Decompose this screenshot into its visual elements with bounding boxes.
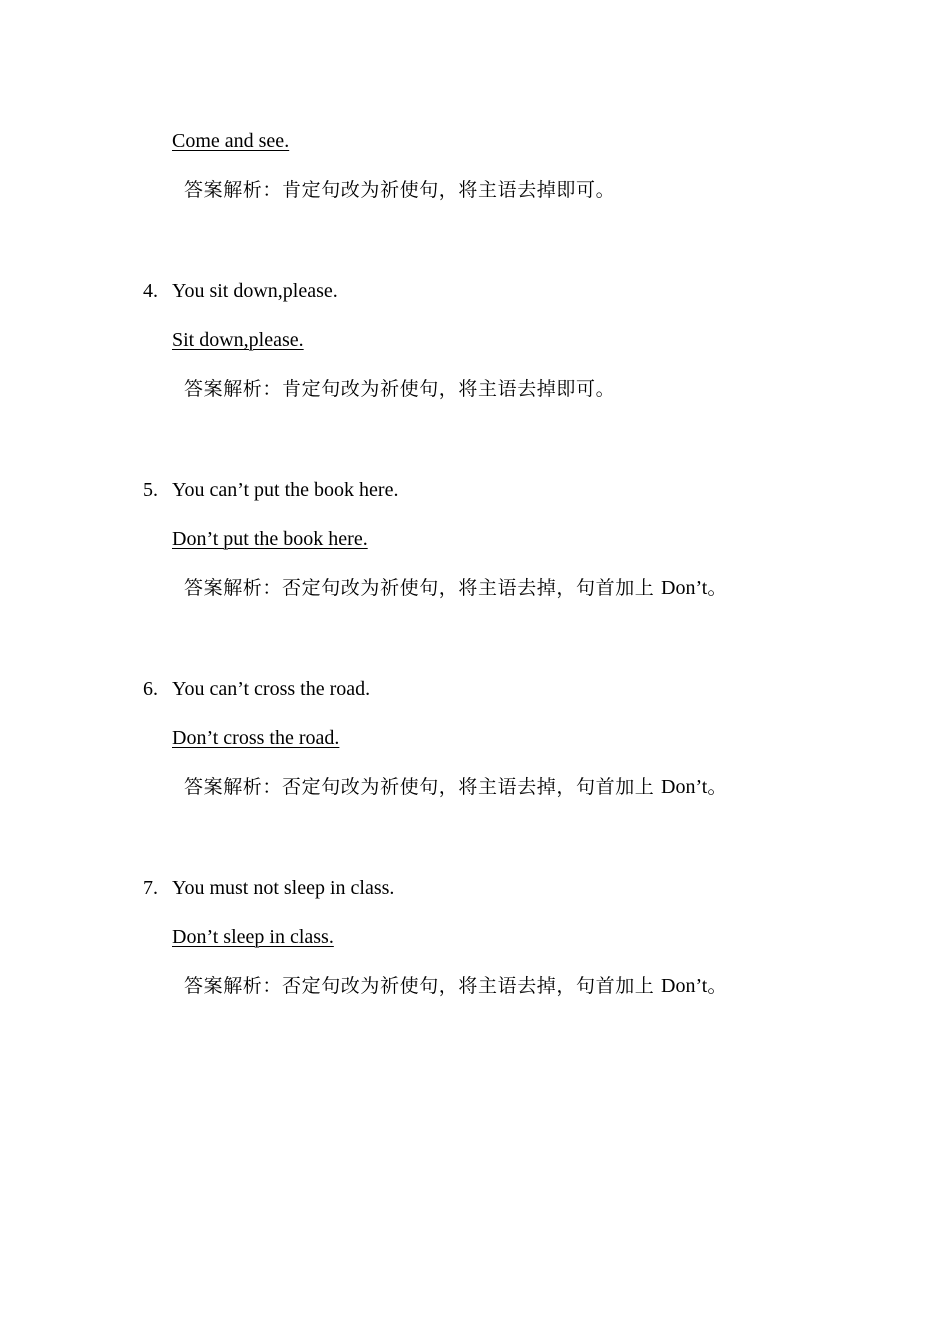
answer-text: Come and see. — [172, 130, 290, 152]
question-text: You can’t put the book here. — [172, 479, 399, 501]
question-text: You can’t cross the road. — [172, 678, 371, 700]
explanation-keyword: Don’t。 — [661, 776, 728, 798]
explanation-keyword: Don’t。 — [661, 975, 728, 997]
answer-line — [172, 726, 372, 750]
answer-blank — [334, 925, 395, 949]
explanation-line — [184, 576, 727, 600]
question-number: 4. — [143, 280, 158, 302]
answer-text: Sit down,please. — [172, 329, 304, 351]
answer-blank — [339, 726, 372, 750]
question-number: 7. — [143, 877, 158, 899]
answer-line — [172, 129, 367, 153]
explanation-text: 答案解析：否定句改为祈使句，将主语去掉，句首加上 — [184, 577, 662, 599]
explanation-line — [184, 178, 615, 202]
answer-line — [172, 328, 304, 352]
explanation-line — [184, 377, 615, 401]
answer-line — [172, 527, 402, 551]
explanation-line — [184, 775, 727, 799]
answer-text: Don’t cross the road. — [172, 727, 340, 749]
answer-text: Don’t put the book here. — [172, 528, 368, 550]
answer-text: Don’t sleep in class. — [172, 926, 334, 948]
explanation-text: 答案解析：否定句改为祈使句，将主语去掉，句首加上 — [184, 975, 662, 997]
question-text: You must not sleep in class. — [172, 877, 395, 899]
answer-blank — [289, 129, 367, 153]
explanation-text: 答案解析：肯定句改为祈使句，将主语去掉即可。 — [184, 378, 616, 400]
question-text: You sit down,please. — [172, 280, 338, 302]
answer-blank — [368, 527, 402, 551]
explanation-text: 答案解析：肯定句改为祈使句，将主语去掉即可。 — [184, 179, 616, 201]
question-number: 6. — [143, 678, 158, 700]
explanation-text: 答案解析：否定句改为祈使句，将主语去掉，句首加上 — [184, 776, 662, 798]
question-number: 5. — [143, 479, 158, 501]
explanation-keyword: Don’t。 — [661, 577, 728, 599]
answer-line — [172, 925, 395, 949]
explanation-line — [184, 974, 727, 998]
